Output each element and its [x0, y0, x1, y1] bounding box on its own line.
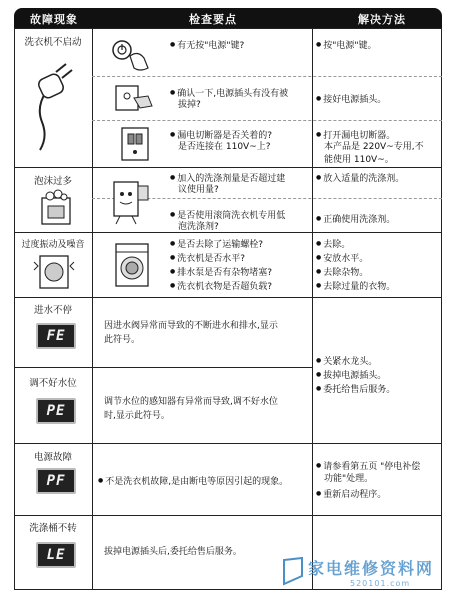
sol-breaker-1: ● 打开漏电切断器。 — [316, 128, 395, 143]
divider-1 — [92, 28, 93, 590]
row-line — [14, 443, 442, 444]
sol-close-tap: ● 关紧水龙头。 — [316, 354, 377, 369]
check-detergent-amount-2: 议使用量? — [178, 185, 219, 195]
check-detergent-type-2: 泡洗涤剂? — [178, 222, 219, 232]
check-level: ● 洗衣机是否水平? — [170, 251, 245, 266]
lcd-code-fe: FE — [36, 323, 76, 349]
fault-water-nonstop: 进水不停 — [33, 305, 72, 316]
row-line — [14, 515, 442, 516]
lcd-code-pf: PF — [36, 468, 76, 494]
fault-not-start: 洗衣机不启动 — [24, 37, 82, 48]
lcd-code-pe: PE — [36, 398, 76, 424]
sol-power-key: ● 按"电源"键。 — [316, 38, 377, 53]
sol-detergent-amount: ● 放入适量的洗涤剂。 — [316, 171, 404, 186]
watermark-logo-icon — [282, 556, 306, 586]
check-plug-line1: ● 确认一下,电源插头有没有被 — [170, 86, 288, 101]
sol-power-failure-1: ● 请参看第五页 "停电补偿 — [316, 459, 420, 474]
desc-pf: ● 不是洗衣机故障,是由断电等原因引起的现象。 — [98, 474, 288, 489]
border-right — [441, 28, 442, 590]
check-pump: ● 排水泵是否有杂物堵塞? — [170, 265, 272, 280]
desc-fe-1: 因进水阀异常而导致的不断进水和排水,显示 — [104, 321, 278, 331]
row-line — [14, 297, 442, 298]
sol-remove: ● 去除。 — [316, 237, 350, 252]
sol-plug: ● 接好电源插头。 — [316, 92, 386, 107]
row-line — [14, 232, 442, 233]
header-fault: 故障现象 — [30, 13, 78, 26]
row-line — [14, 28, 442, 29]
fault-power: 电源故障 — [33, 452, 72, 463]
row-line — [14, 589, 442, 590]
sol-power-failure-2: 功能"处理。 — [324, 474, 374, 484]
power-button-illustration — [108, 36, 154, 74]
fault-vibration: 过度振动及噪音 — [21, 240, 85, 250]
breaker-illustration — [116, 124, 156, 164]
check-detergent-amount-1: ● 加入的洗涤剂量是否超过建 — [170, 171, 285, 186]
outlet-illustration — [112, 82, 156, 116]
row-line — [14, 367, 312, 368]
sub-divider — [92, 120, 442, 121]
table-header — [14, 8, 442, 28]
desc-fe-2: 此符号。 — [104, 335, 141, 345]
check-power-key: ● 有无按"电源"键? — [170, 38, 244, 53]
check-detergent-type-1: ● 是否使用滚筒洗衣机专用低 — [170, 208, 285, 223]
desc-le: 拔掉电源插头后,委托给售后服务。 — [104, 547, 242, 557]
vibrating-machine-illustration — [30, 250, 78, 294]
row-line — [14, 167, 442, 168]
check-breaker-line1: ● 漏电切断器是否关着的? — [170, 128, 272, 143]
washing-machine-illustration — [108, 238, 158, 294]
fault-water-level: 调不好水位 — [29, 378, 77, 389]
sol-unplug: ● 拔掉电源插头。 — [316, 368, 386, 383]
sub-divider — [92, 76, 442, 77]
check-breaker-line2: 是否连接在 110V~上? — [178, 142, 271, 152]
desc-pe-1: 调节水位的感知器有异常而导致,调不好水位 — [104, 397, 278, 407]
sol-breaker-3: 能使用 110V~。 — [324, 155, 394, 165]
fault-foam: 泡沫过多 — [33, 176, 72, 187]
sol-service: ● 委托给售后服务。 — [316, 382, 395, 397]
fault-drum: 洗涤桶不转 — [29, 523, 77, 534]
sol-debris: ● 去除杂物。 — [316, 265, 368, 280]
lcd-code-le: LE — [36, 542, 76, 568]
sol-level: ● 安放水平。 — [316, 251, 368, 266]
sol-overload: ● 去除过量的衣物。 — [316, 279, 395, 294]
sol-restart: ● 重新启动程序。 — [316, 487, 386, 502]
sol-breaker-2: 本产品是 220V~专用,不 — [324, 142, 424, 152]
desc-pe-2: 时,显示此符号。 — [104, 411, 170, 421]
plug-illustration — [26, 62, 82, 152]
divider-2 — [312, 28, 313, 590]
watermark-sub: 520101.com — [350, 579, 411, 588]
watermark-text: 家电维修资料网 — [308, 559, 435, 578]
check-bolts: ● 是否去除了运输螺栓? — [170, 237, 263, 252]
check-plug-line2: 拔掉? — [178, 100, 201, 110]
header-check: 检查要点 — [189, 13, 237, 26]
check-overload: ● 洗衣机衣物是否超负载? — [170, 279, 272, 294]
header-solution: 解决方法 — [358, 13, 406, 26]
foam-box-illustration — [36, 188, 76, 228]
sol-detergent-type: ● 正确使用洗涤剂。 — [316, 212, 395, 227]
detergent-illustration — [104, 172, 156, 228]
